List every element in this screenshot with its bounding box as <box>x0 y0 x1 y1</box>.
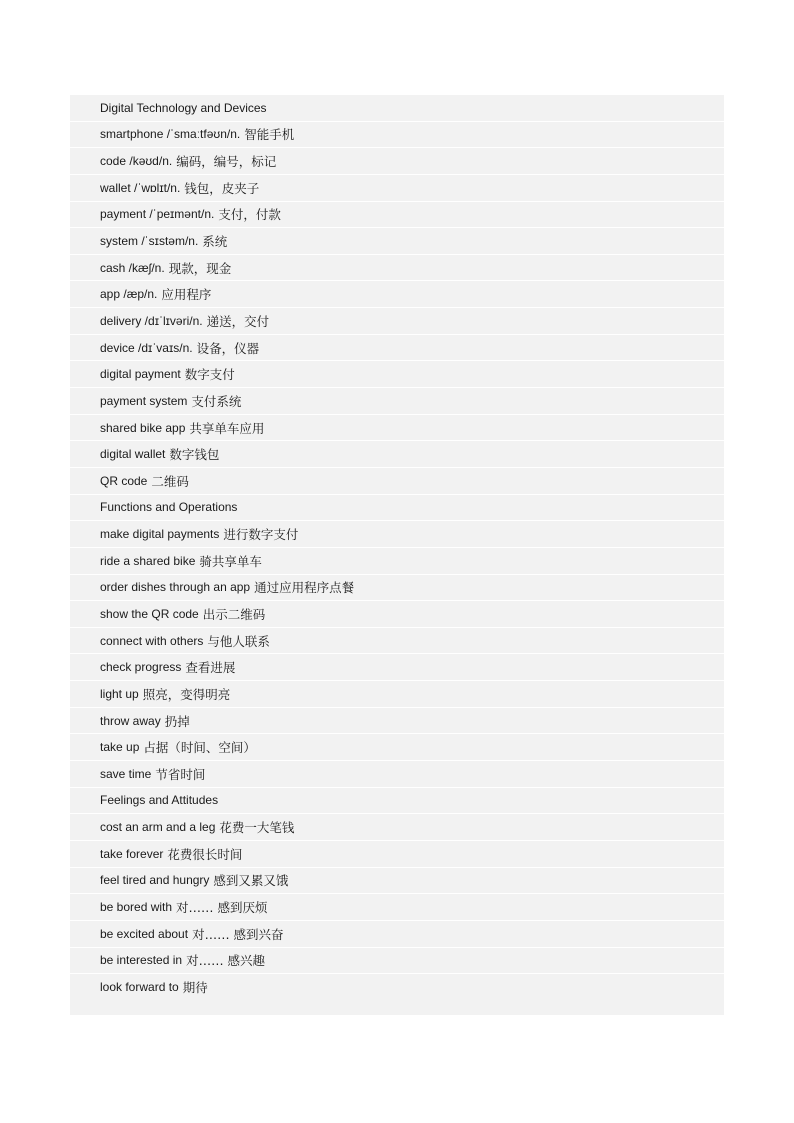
chinese-meaning: 现款，现金 <box>168 260 232 276</box>
chinese-meaning: 钱包，皮夹子 <box>184 180 260 196</box>
vocab-row <box>70 255 724 282</box>
chinese-meaning: 系统 <box>202 234 228 250</box>
english-term: system /ˈsɪstəm/n. <box>100 234 199 249</box>
vocab-row <box>70 468 724 495</box>
english-term: digital wallet <box>100 447 166 462</box>
vocab-row <box>70 868 724 895</box>
chinese-meaning: 骑共享单车 <box>199 553 262 569</box>
english-term: save time <box>100 766 152 781</box>
section-heading: Feelings and Attitudes <box>100 793 219 808</box>
english-term: cost an arm and a leg <box>100 820 216 835</box>
vocab-row <box>70 974 724 1001</box>
chinese-meaning: 节省时间 <box>155 766 206 782</box>
chinese-meaning: 编码，编号，标记 <box>176 154 277 170</box>
chinese-meaning: 照亮，变得明亮 <box>142 686 231 702</box>
section-heading: Digital Technology and Devices <box>100 100 267 115</box>
english-term: order dishes through an app <box>100 580 251 595</box>
vocab-row <box>70 894 724 921</box>
chinese-meaning: 感到又累又饿 <box>213 873 289 889</box>
vocab-row <box>70 708 724 735</box>
english-term: cash /kæʃ/n. <box>100 260 165 275</box>
vocab-row <box>70 122 724 149</box>
chinese-meaning: 进行数字支付 <box>223 527 299 543</box>
english-term: shared bike app <box>100 420 186 435</box>
english-term: code /kəʊd/n. <box>100 154 173 169</box>
chinese-meaning: 支付系统 <box>191 393 242 409</box>
vocab-row <box>70 308 724 335</box>
vocab-row <box>70 601 724 628</box>
chinese-meaning: 花费一大笔钱 <box>219 820 295 836</box>
english-term: ride a shared bike <box>100 553 196 568</box>
vocab-row <box>70 814 724 841</box>
english-term: payment /ˈpeɪmənt/n. <box>100 207 215 222</box>
vocab-row <box>70 202 724 229</box>
vocab-row <box>70 228 724 255</box>
chinese-meaning: 二维码 <box>151 473 189 489</box>
english-term: take up <box>100 740 140 755</box>
vocab-row <box>70 654 724 681</box>
english-term: make digital payments <box>100 527 220 542</box>
english-term: smartphone /ˈsmaːtfəʊn/n. <box>100 127 241 142</box>
english-term: connect with others <box>100 633 204 648</box>
chinese-meaning: 共享单车应用 <box>189 420 265 436</box>
vocab-row <box>70 361 724 388</box>
chinese-meaning: 对…… 感兴趣 <box>186 953 266 969</box>
chinese-meaning: 对…… 感到兴奋 <box>192 926 284 942</box>
vocab-row <box>70 761 724 788</box>
english-term: feel tired and hungry <box>100 873 210 888</box>
vocab-row <box>70 921 724 948</box>
section-heading-row <box>70 495 724 522</box>
chinese-meaning: 占据（时间、空间） <box>143 740 256 756</box>
english-term: be bored with <box>100 900 173 915</box>
chinese-meaning: 出示二维码 <box>202 606 266 622</box>
vocab-row <box>70 415 724 442</box>
chinese-meaning: 花费很长时间 <box>167 846 243 862</box>
chinese-meaning: 数字钱包 <box>169 447 220 463</box>
vocab-row <box>70 441 724 468</box>
chinese-meaning: 智能手机 <box>244 127 295 143</box>
english-term: delivery /dɪˈlɪvəri/n. <box>100 313 203 328</box>
vocab-row <box>70 575 724 602</box>
chinese-meaning: 支付，付款 <box>218 207 281 223</box>
vocab-row <box>70 335 724 362</box>
english-term: app /æp/n. <box>100 287 158 302</box>
english-term: check progress <box>100 660 182 675</box>
vocabulary-table <box>70 95 724 1015</box>
vocab-row <box>70 681 724 708</box>
vocab-row <box>70 388 724 415</box>
vocab-row <box>70 948 724 975</box>
chinese-meaning: 对…… 感到厌烦 <box>176 900 268 916</box>
vocab-row <box>70 148 724 175</box>
english-term: take forever <box>100 846 164 861</box>
english-term: digital payment <box>100 367 181 382</box>
english-term: device /dɪˈvaɪs/n. <box>100 340 193 355</box>
vocab-row <box>70 175 724 202</box>
vocab-row <box>70 628 724 655</box>
vocab-row <box>70 281 724 308</box>
english-term: light up <box>100 686 139 701</box>
chinese-meaning: 通过应用程序点餐 <box>254 580 355 596</box>
chinese-meaning: 设备，仪器 <box>196 340 260 356</box>
chinese-meaning: 扔掉 <box>164 713 190 729</box>
chinese-meaning: 应用程序 <box>161 287 212 303</box>
english-term: be excited about <box>100 926 189 941</box>
english-term: payment system <box>100 393 188 408</box>
chinese-meaning: 递送，交付 <box>206 313 270 329</box>
vocab-row <box>70 734 724 761</box>
vocab-row <box>70 521 724 548</box>
english-term: wallet /ˈwɒlɪt/n. <box>100 180 181 195</box>
vocab-row <box>70 841 724 868</box>
vocab-row <box>70 548 724 575</box>
english-term: throw away <box>100 713 161 728</box>
section-heading-row <box>70 95 724 122</box>
chinese-meaning: 期待 <box>182 980 208 996</box>
chinese-meaning: 查看进展 <box>185 660 236 676</box>
english-term: look forward to <box>100 980 179 995</box>
english-term: show the QR code <box>100 606 199 621</box>
chinese-meaning: 数字支付 <box>184 367 235 383</box>
english-term: QR code <box>100 473 148 488</box>
english-term: be interested in <box>100 953 183 968</box>
section-heading-row <box>70 788 724 815</box>
chinese-meaning: 与他人联系 <box>207 633 270 649</box>
section-heading: Functions and Operations <box>100 500 238 515</box>
